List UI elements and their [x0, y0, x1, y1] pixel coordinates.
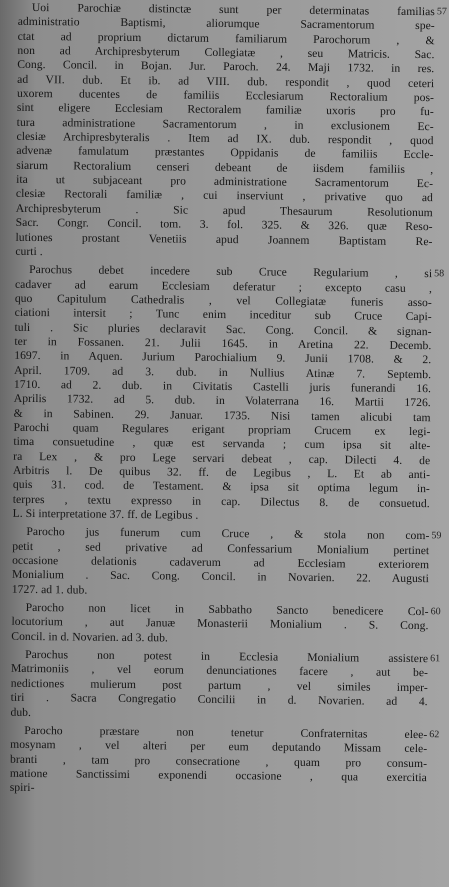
- text-line: ter in Fossanen. 21. Julii 1645. in Aretina 22. Decemb.: [14, 334, 432, 353]
- text-line: locutorium , aut Januæ Monasterii Monialium . S. Cong.: [11, 615, 429, 633]
- text-line: cadaver ad earum Ecclesiam deferatur ; excepto casu ,: [14, 277, 433, 295]
- margin-number: 62: [429, 729, 440, 741]
- text-line: 1727. ad 1. dub.: [11, 582, 88, 597]
- paragraph: [12, 263, 445, 526]
- text-line: curti .: [15, 244, 43, 258]
- text-line: Parocho præstare non tenetur Confraternitas elee-: [24, 723, 428, 742]
- text-line: 1697. in Aquen. Jurium Parochialium 9. Junii 1708. & 2.: [14, 349, 432, 367]
- text-line: Aprilis 1732. ad 5. dub. in Volaterrana 16. Martii 1726.: [13, 392, 431, 410]
- margin-number: 58: [434, 268, 445, 280]
- margin-number: 57: [436, 6, 447, 18]
- text-line: spiri-: [9, 781, 35, 795]
- text-line: uxorem ducentes de familiis Ecclesiarum Rectoralium pos-: [16, 86, 435, 105]
- text-line: tura administratione Sacramentorum , in exclusionem Ec-: [16, 115, 434, 133]
- paragraph: [11, 601, 441, 648]
- paragraph: [10, 648, 441, 724]
- text-line: Archipresbyterum . Sic apud Thesaurum Resolutionum: [15, 201, 433, 220]
- text-line: clesiæ Archipresbyteralis . Item ad IX. dub. respondit , quod: [16, 129, 434, 148]
- margin-number: 59: [431, 530, 442, 542]
- text-line: Sacr. Congr. Concil. tom. 3. fol. 325. & 326. quæ Reso-: [15, 215, 433, 234]
- text-line: siarum Rectoralium censeri debeant de iisdem familiis ,: [16, 158, 434, 176]
- text-line: nedictiones mulierum post partum , vel similes imper-: [10, 676, 428, 694]
- text-line: dub.: [10, 705, 32, 719]
- text-line: ad VII. dub. Et ib. ad VIII. dub. respondit , quod ceteri: [17, 72, 435, 90]
- text-line: non ad Archipresbyterum Collegiatæ , seu Matricis. Sac.: [17, 43, 435, 62]
- text-line: Monialium . Sac. Cong. Concil. in Novarien. 22. Augusti: [11, 568, 430, 586]
- text-line: petit , sed privative ad Confessarium Monialium pertinet: [12, 539, 430, 557]
- text-line: administratio Baptismi, aliorumque Sacramentorum spe-: [17, 15, 435, 33]
- text-line: tima consuetudine , quæ est servanda ; cum ipsa sit alte-: [13, 435, 431, 453]
- text-line: Concil. in d. Novarien. ad 3. dub.: [11, 629, 168, 645]
- text-line: Cong. Concil. in Bojan. Jur. Paroch. 24. Maji 1732. in res.: [17, 58, 435, 76]
- text-line: sint eligere Ecclesiam Rectoralem familiæ uxoris pro fu-: [16, 101, 434, 119]
- paragraph: [9, 723, 440, 800]
- text-line: Parochus non potest in Ecclesia Monialium assistere: [25, 648, 429, 666]
- text-line: branti , tam pro consecratione , quam pro consum-: [9, 752, 428, 770]
- text-line: ita ut subjaceant pro administratione Sacramentorum Ec-: [16, 172, 434, 191]
- text-line: occasione delationis cadaverum ad Ecclesiam exteriorem: [12, 553, 430, 572]
- text-line: clesiæ Rectorali familiæ , cui inserviunt , privative quo ad: [15, 187, 434, 205]
- text-line: April. 1709. ad 3. dub. in Nullius Atinæ 7. Septemb.: [14, 363, 432, 381]
- text-line: quis 31. cod. de Testament. & ipsa sit optima legum in-: [12, 478, 430, 496]
- text-line: Matrimoniis , vel eorum denunciationes facere , aut be-: [10, 662, 429, 680]
- text-line: Parocho jus funerum cum Cruce , & stola non com-: [26, 525, 430, 543]
- text-line: advenæ famulatum præstantes Oppidanis de familiis Eccle-: [16, 144, 434, 162]
- text-line: Parochus debet incedere sub Cruce Regularium , si: [29, 263, 433, 281]
- text-line: ciationi intersit ; Tunc enim inceditur sub Cruce Capi-: [14, 306, 432, 324]
- text-line: mosynam , vel alteri per eum deputando Missam cele-: [10, 737, 428, 756]
- text-line: tiri . Sacra Congregatio Concilii in d. Novarien. ad 4.: [10, 690, 428, 709]
- text-line: quo Capitulum Cathedralis , vel Collegiatæ funeris asso-: [14, 291, 432, 310]
- text-line: Uoi Parochiæ distinctæ sunt per determinatas familias: [31, 0, 435, 19]
- text-line: & in Sabinen. 29. Januar. 1735. Nisi tamen alicubi tam: [13, 406, 431, 424]
- text-line: 1710. ad 2. dub. in Civitatis Castelli juris funerandi 16.: [13, 377, 432, 396]
- text-line: Arbitris l. De quibus 32. ff. de Legibus , L. Et ab anti-: [12, 463, 431, 482]
- margin-number: 61: [430, 653, 441, 665]
- paragraph: [15, 0, 447, 264]
- text-line: lutiones prostant Venetiis apud Joannem Baptistam Re-: [15, 230, 433, 248]
- text-line: Parochi quam Regulares erigant propriam Crucem ex legi-: [13, 420, 431, 439]
- text-line: tuli . Sic pluries declaravit Sac. Cong. Concil. & signan-: [14, 320, 432, 338]
- text-line: ra Lex , & pro Lege servari debeat , cap. Dilecti 4. de: [13, 449, 431, 467]
- text-line: L. Si interpretatione 37. ff. de Legibus .: [12, 506, 199, 522]
- paragraph: [11, 525, 442, 601]
- text-line: matione Sanctissimi exponendi occasione , qua exercitia: [9, 766, 427, 785]
- text-line: Parocho non licet in Sabbatho Sancto benedicere Col-: [25, 601, 429, 619]
- text-line: terpres , textu expresso in cap. Dilectus 8. de consuetud.: [12, 492, 430, 510]
- text-line: ctat ad proprium dictarum familiarum Parochorum , &: [17, 29, 435, 47]
- margin-number: 60: [430, 606, 441, 618]
